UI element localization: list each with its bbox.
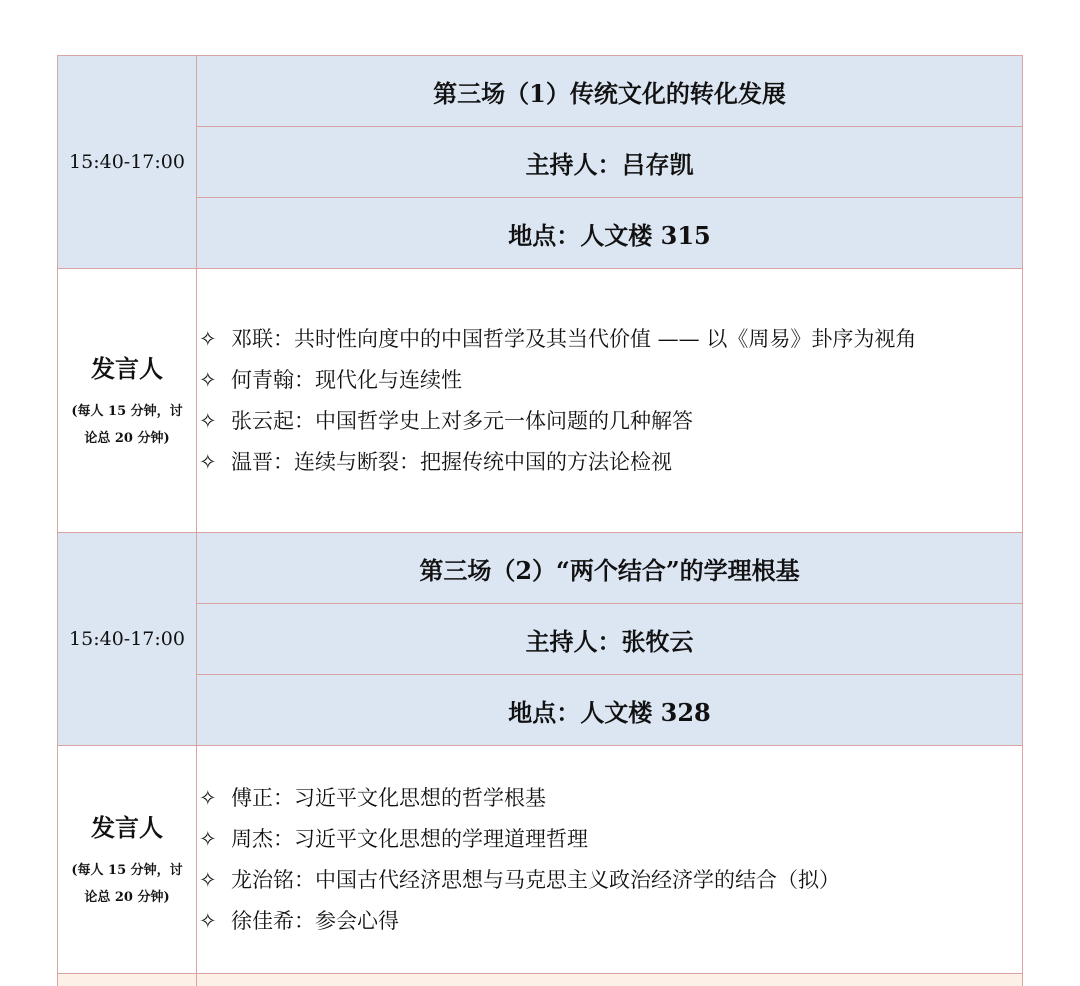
list-item (197, 323, 1022, 356)
list-item (197, 823, 1022, 856)
schedule-table (57, 55, 1023, 986)
talk-text: 邓联：共时性向度中的中国哲学及其当代价值 —— 以《周易》卦序为视角 (231, 327, 916, 351)
session-2-venue-row (58, 675, 1023, 746)
talk-text: 何青翰：现代化与连续性 (231, 368, 462, 392)
list-item (197, 405, 1022, 438)
list-item (197, 782, 1022, 815)
sparkle-bullet-icon: ✧ (199, 823, 217, 856)
list-item (197, 864, 1022, 897)
session-1-venue: 地点：人文楼 315 (197, 198, 1023, 269)
list-item (197, 905, 1022, 938)
sparkle-bullet-icon: ✧ (199, 864, 217, 897)
session-2-speaker-label: 发言人 (58, 808, 196, 843)
session-1-talk-list (197, 323, 1022, 479)
session-2-speaker-cell (58, 746, 197, 974)
session-1-title-row (58, 56, 1023, 127)
session-2-speakers-row (58, 746, 1023, 974)
session-1-host: 主持人：吕存凯 (197, 127, 1023, 198)
sparkle-bullet-icon: ✧ (199, 323, 217, 356)
next-row-edge-left (58, 974, 197, 986)
session-1-venue-row (58, 198, 1023, 269)
talk-text: 张云起：中国哲学史上对多元一体问题的几种解答 (231, 409, 693, 433)
talk-text: 龙治铭：中国古代经济思想与马克思主义政治经济学的结合（拟） (231, 868, 840, 892)
sparkle-bullet-icon: ✧ (199, 405, 217, 438)
next-row-edge-right (197, 974, 1023, 986)
sparkle-bullet-icon: ✧ (199, 782, 217, 815)
session-2-talks-cell (197, 746, 1023, 974)
talk-text: 傅正：习近平文化思想的哲学根基 (231, 786, 546, 810)
session-1-speaker-cell (58, 269, 197, 533)
list-item (197, 364, 1022, 397)
session-1-speaker-label: 发言人 (58, 349, 196, 384)
sparkle-bullet-icon: ✧ (199, 905, 217, 938)
session-2-host-row (58, 604, 1023, 675)
sparkle-bullet-icon: ✧ (199, 446, 217, 479)
talk-text: 温晋：连续与断裂：把握传统中国的方法论检视 (231, 450, 672, 474)
session-2-time: 15:40-17:00 (58, 533, 197, 746)
session-1-time: 15:40-17:00 (58, 56, 197, 269)
session-2-title-row (58, 533, 1023, 604)
session-1-talks-cell (197, 269, 1023, 533)
session-1-host-row (58, 127, 1023, 198)
list-item (197, 446, 1022, 479)
sparkle-bullet-icon: ✧ (199, 364, 217, 397)
next-row-edge (58, 974, 1023, 986)
session-2-title: 第三场（2）“两个结合”的学理根基 (197, 533, 1023, 604)
talk-text: 徐佳希：参会心得 (231, 909, 399, 933)
talk-text: 周杰：习近平文化思想的学理道理哲理 (231, 827, 588, 851)
session-2-talk-list (197, 782, 1022, 938)
session-1-speakers-row (58, 269, 1023, 533)
session-2-host: 主持人：张牧云 (197, 604, 1023, 675)
session-1-speaker-note: (每人 15 分钟，讨论总 20 分钟) (58, 398, 196, 452)
session-2-venue: 地点：人文楼 328 (197, 675, 1023, 746)
session-1-title: 第三场（1）传统文化的转化发展 (197, 56, 1023, 127)
session-2-speaker-note: (每人 15 分钟，讨论总 20 分钟) (58, 857, 196, 911)
